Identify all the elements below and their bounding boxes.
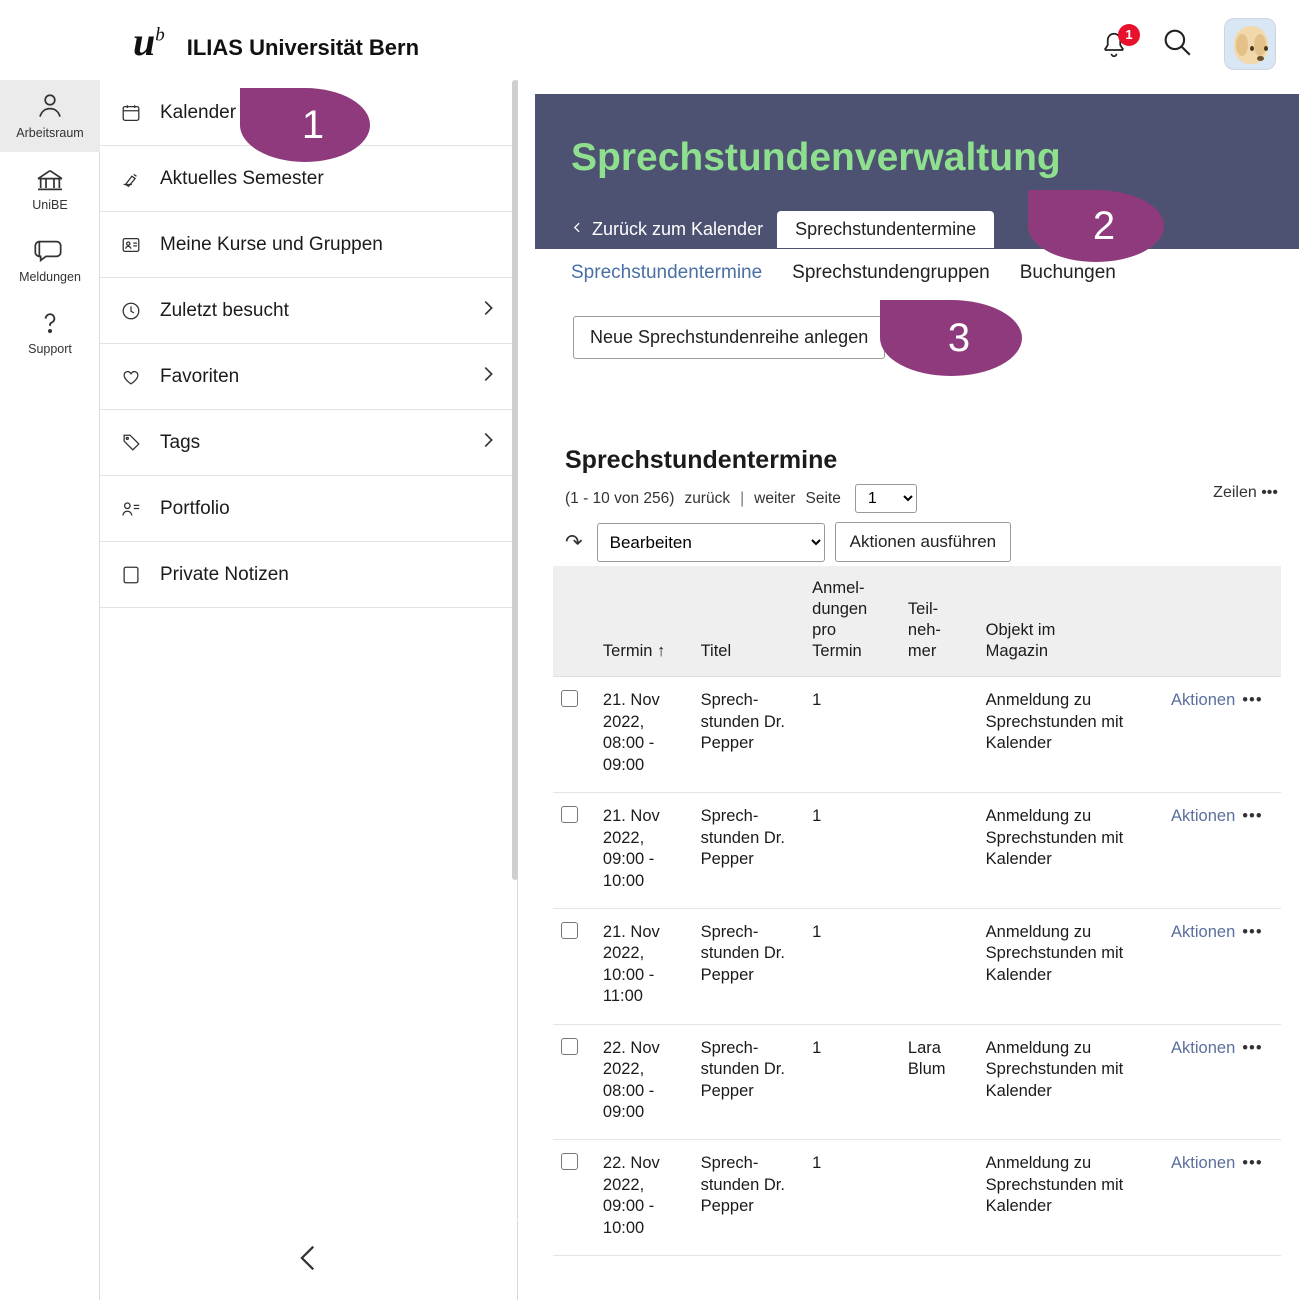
- cell-titel: Sprech-stunden Dr. Pepper: [693, 1140, 805, 1256]
- callout-number: 1: [301, 102, 325, 147]
- row-actions-link[interactable]: Aktionen: [1171, 807, 1236, 826]
- cell-titel: Sprech-stunden Dr. Pepper: [693, 908, 805, 1024]
- top-bar: [0, 0, 1300, 80]
- row-select-cell: [553, 908, 595, 1024]
- sidebar-item-private-notizen[interactable]: [100, 542, 517, 608]
- header-titel[interactable]: Titel: [693, 566, 805, 677]
- chevron-right-icon: [477, 363, 499, 391]
- cell-aktionen: [1163, 1024, 1281, 1140]
- cell-titel: Sprech-stunden Dr. Pepper: [693, 793, 805, 909]
- subtab-buchungen[interactable]: Buchungen: [1019, 262, 1116, 283]
- cell-termin: 21. Nov 2022, 09:00 - 10:00: [595, 793, 693, 909]
- header-objekt-im-magazin[interactable]: Objekt im Magazin: [978, 566, 1163, 677]
- sidebar-item-label: Meine Kurse und Gruppen: [160, 233, 383, 255]
- row-actions-link[interactable]: Aktionen: [1171, 1154, 1236, 1173]
- header-nav: [571, 211, 994, 248]
- row-actions-link[interactable]: Aktionen: [1171, 691, 1236, 710]
- rail-item-support[interactable]: [0, 296, 100, 368]
- row-actions-dots[interactable]: •••: [1242, 922, 1263, 941]
- notification-badge: 1: [1118, 24, 1140, 46]
- avatar-image: [1234, 26, 1268, 64]
- pagination-next[interactable]: weiter: [754, 489, 796, 507]
- row-actions-dots[interactable]: •••: [1242, 807, 1263, 826]
- cell-aktionen: [1163, 793, 1281, 909]
- cell-teilnehmer: Lara Blum: [900, 1024, 978, 1140]
- callout-number: 2: [1092, 203, 1116, 248]
- row-checkbox[interactable]: [561, 806, 578, 823]
- rail-item-label: Arbeitsraum: [16, 126, 84, 140]
- avatar[interactable]: [1224, 18, 1276, 70]
- row-checkbox[interactable]: [561, 922, 578, 939]
- sidebar-item-favoriten[interactable]: [100, 344, 517, 410]
- row-select-cell: [553, 677, 595, 793]
- page-title: Sprechstundenverwaltung: [571, 136, 1061, 179]
- cell-termin: 22. Nov 2022, 08:00 - 09:00: [595, 1024, 693, 1140]
- pagination-page-label: Seite: [805, 489, 841, 507]
- cell-termin: 22. Nov 2022, 09:00 - 10:00: [595, 1140, 693, 1256]
- search-icon: [1160, 25, 1194, 59]
- row-checkbox[interactable]: [561, 690, 578, 707]
- cell-titel: Sprech-stunden Dr. Pepper: [693, 677, 805, 793]
- row-actions-dots[interactable]: •••: [1242, 1038, 1263, 1057]
- sidebar-scrollbar[interactable]: [512, 80, 518, 880]
- heart-icon: [118, 366, 144, 388]
- table-row: [553, 1140, 1281, 1256]
- rail-item-unibe[interactable]: [0, 152, 100, 224]
- sidebar-item-label: Tags: [160, 431, 201, 453]
- sidebar-collapse-button[interactable]: [100, 1220, 518, 1300]
- back-link-label: Zurück zum Kalender: [592, 219, 764, 239]
- callout-marker-3: [880, 300, 1022, 376]
- ub-logo-letter: u: [133, 19, 156, 64]
- brand-logo: [133, 19, 420, 64]
- row-select-cell: [553, 1024, 595, 1140]
- chevron-left-icon: [292, 1238, 326, 1283]
- courses-icon: [118, 234, 144, 256]
- cell-aktionen: [1163, 677, 1281, 793]
- header-teilnehmer[interactable]: Teil- neh- mer: [900, 566, 978, 677]
- notifications-button[interactable]: [1096, 24, 1133, 64]
- section-title: Sprechstundentermine: [565, 446, 838, 474]
- cell-titel: Sprech-stunden Dr. Pepper: [693, 1024, 805, 1140]
- clock-icon: [118, 300, 144, 322]
- cell-anmeldungen: 1: [804, 908, 900, 1024]
- sidebar-panel: [100, 80, 518, 1300]
- sidebar-item-label: Portfolio: [160, 497, 230, 519]
- bulk-action-bar: [565, 522, 1011, 562]
- chevron-right-icon: [477, 429, 499, 457]
- cell-teilnehmer: [900, 908, 978, 1024]
- row-select-cell: [553, 793, 595, 909]
- rail-item-label: UniBE: [32, 198, 68, 212]
- sidebar-item-zuletzt-besucht[interactable]: [100, 278, 517, 344]
- person-icon: [34, 92, 66, 122]
- pagination-range: (1 - 10 von 256): [565, 489, 675, 507]
- left-rail: [0, 80, 100, 1300]
- question-mark-icon: [35, 308, 65, 338]
- cell-termin: 21. Nov 2022, 10:00 - 11:00: [595, 908, 693, 1024]
- subtab-sprechstundentermine[interactable]: Sprechstundentermine: [571, 262, 763, 283]
- search-button[interactable]: [1160, 25, 1194, 64]
- sidebar-item-label: Private Notizen: [160, 563, 289, 585]
- note-icon: [118, 564, 144, 586]
- cell-teilnehmer: [900, 677, 978, 793]
- cell-teilnehmer: [900, 1140, 978, 1256]
- rail-item-arbeitsraum[interactable]: [0, 80, 100, 152]
- ub-logo-sup: b: [155, 24, 165, 46]
- row-actions-link[interactable]: Aktionen: [1171, 1038, 1236, 1057]
- cell-objekt: Anmeldung zu Sprechstunden mit Kalender: [978, 1140, 1163, 1256]
- ub-logo-mark: [133, 19, 165, 64]
- cell-anmeldungen: 1: [804, 1140, 900, 1256]
- table-header-row: [553, 566, 1281, 677]
- brand-title: ILIAS Universität Bern: [186, 35, 420, 60]
- topbar-icons: [1096, 18, 1276, 70]
- main-content: [519, 80, 1300, 1300]
- university-icon: [34, 164, 66, 194]
- cell-anmeldungen: 1: [804, 677, 900, 793]
- portfolio-icon: [118, 498, 144, 520]
- cell-objekt: Anmeldung zu Sprechstunden mit Kalender: [978, 793, 1163, 909]
- row-actions-dots[interactable]: •••: [1242, 1154, 1263, 1173]
- cell-termin: 21. Nov 2022, 08:00 - 09:00: [595, 677, 693, 793]
- table-body: [553, 677, 1281, 1256]
- sidebar-item-tags[interactable]: [100, 410, 517, 476]
- row-actions-dots[interactable]: •••: [1242, 691, 1263, 710]
- cell-anmeldungen: 1: [804, 793, 900, 909]
- arrow-turn-icon: ↷: [565, 530, 583, 554]
- cell-objekt: Anmeldung zu Sprechstunden mit Kalender: [978, 908, 1163, 1024]
- rail-item-label: Meldungen: [19, 270, 81, 284]
- table-row: [553, 793, 1281, 909]
- bulk-action-select[interactable]: [597, 523, 825, 562]
- calendar-icon: [118, 102, 144, 124]
- header-termin-label: Termin: [602, 642, 653, 661]
- cell-objekt: Anmeldung zu Sprechstunden mit Kalender: [978, 677, 1163, 793]
- callout-marker-1: [240, 88, 370, 162]
- table-row: [553, 908, 1281, 1024]
- sidebar-item-label: Kalender: [160, 101, 237, 123]
- sub-tab-bar: [571, 262, 1116, 284]
- row-checkbox[interactable]: [561, 1153, 578, 1170]
- chevron-left-icon: [571, 219, 584, 241]
- table-head: [553, 566, 1281, 677]
- cell-aktionen: [1163, 908, 1281, 1024]
- pagination-separator: |: [740, 489, 745, 507]
- callout-number: 3: [947, 315, 971, 360]
- page-header-banner: [535, 94, 1299, 249]
- page-select[interactable]: [855, 484, 917, 513]
- tab-sprechstundentermine[interactable]: Sprechstundentermine: [777, 211, 994, 248]
- row-select-cell: [553, 1140, 595, 1256]
- cell-anmeldungen: 1: [804, 1024, 900, 1140]
- new-series-button[interactable]: Neue Sprechstundenreihe anlegen: [573, 316, 885, 359]
- callout-marker-2: [1028, 190, 1164, 262]
- appointments-table: [553, 566, 1281, 1256]
- rows-menu[interactable]: Zeilen •••: [1213, 484, 1278, 501]
- sidebar-item-meine-kurse-und-gruppen[interactable]: [100, 212, 517, 278]
- subtab-sprechstundengruppen[interactable]: Sprechstundengruppen: [792, 262, 990, 283]
- speech-bubble-icon: [34, 236, 66, 266]
- header-select: [553, 566, 595, 677]
- sidebar-item-portfolio[interactable]: [100, 476, 517, 542]
- chevron-right-icon: [477, 297, 499, 325]
- header-termin[interactable]: [595, 566, 693, 677]
- pagination-prev[interactable]: zurück: [684, 489, 731, 507]
- execute-actions-button[interactable]: Aktionen ausführen: [835, 522, 1012, 562]
- table-row: [553, 1024, 1281, 1140]
- header-anmeldungen[interactable]: Anmel- dungen pro Termin: [804, 566, 900, 677]
- sidebar-item-label: Zuletzt besucht: [160, 299, 289, 321]
- table-row: [553, 677, 1281, 793]
- back-to-calendar-link[interactable]: [571, 219, 763, 241]
- cell-objekt: Anmeldung zu Sprechstunden mit Kalender: [978, 1024, 1163, 1140]
- header-aktionen: [1163, 566, 1281, 677]
- row-checkbox[interactable]: [561, 1038, 578, 1055]
- rail-item-label: Support: [28, 342, 72, 356]
- sidebar-item-label: Favoriten: [160, 365, 240, 387]
- rail-item-meldungen[interactable]: [0, 224, 100, 296]
- row-actions-link[interactable]: Aktionen: [1171, 922, 1236, 941]
- pagination: [565, 484, 917, 513]
- semester-icon: [118, 168, 144, 190]
- tag-icon: [118, 432, 144, 454]
- cell-aktionen: [1163, 1140, 1281, 1256]
- sidebar-item-label: Aktuelles Semester: [160, 167, 324, 189]
- sort-asc-icon: ↑: [657, 642, 666, 661]
- cell-teilnehmer: [900, 793, 978, 909]
